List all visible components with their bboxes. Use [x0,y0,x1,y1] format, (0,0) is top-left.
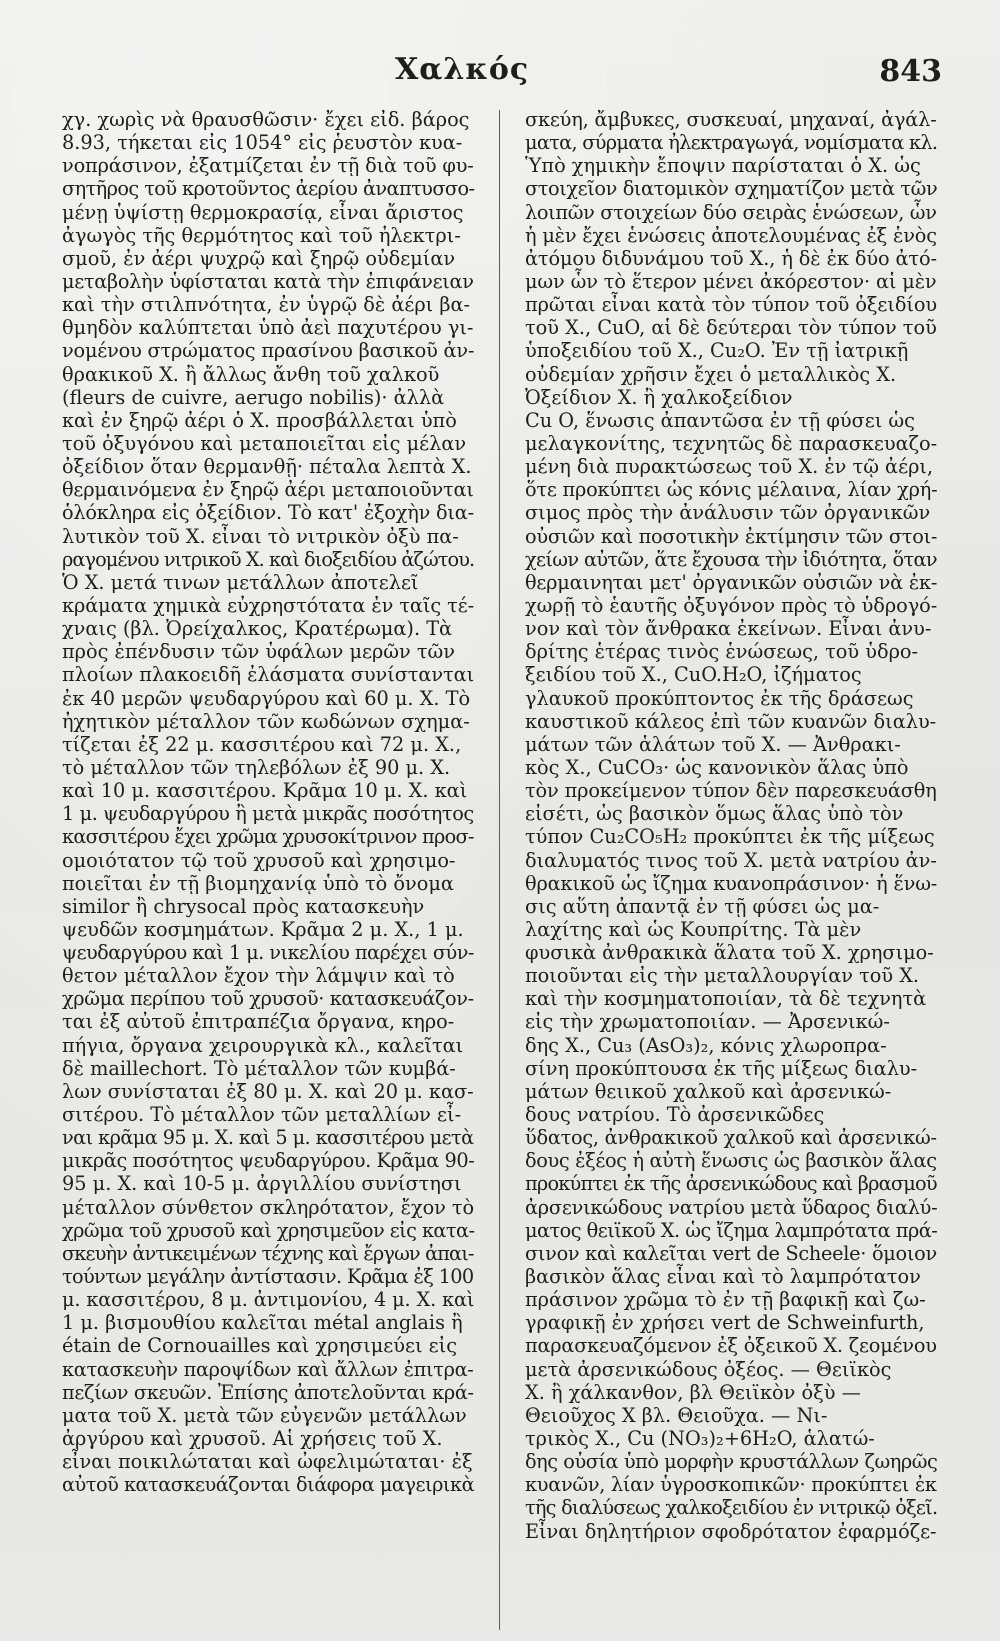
text-line: νομένου στρώματος πρασίνου βασικοῦ ἀν- [62,339,475,363]
text-line: ποιεῖται ἐν τῇ βιομηχανίᾳ ὑπὸ τὸ ὄνομα [62,871,454,895]
text-line: τύπον Cu₂CO₅H₂ προκύπτει ἐκ τῆς μίξεως [525,825,935,849]
text-line: μάτων τῶν ἁλάτων τοῦ Χ. — Ἀνθρακι- [525,732,901,756]
text-line: ἀρσενικώδους νατρίου μετὰ ὕδαρος διαλύ- [525,1195,938,1219]
text-line: 8.93, τήκεται εἰς 1054° εἰς ῥευστὸν κυα- [62,131,463,155]
text-line: χωρῇ τὸ ἑαυτῆς ὀξυγόνον πρὸς τὸ ὑδρογό- [525,593,938,617]
text-line: μων ὧν τὸ ἕτερον μένει ἀκόρεστον· αἱ μὲν [525,269,937,293]
text-line: λαχίτης καὶ ὡς Κουπρίτης. Τὰ μὲν [525,917,862,941]
text-line: similor ἢ chrysocal πρὸς κατασκευὴν [62,894,425,918]
text-line: (fleurs de cuivre, aerugo nobilis)· ἀλλὰ [62,385,445,409]
text-line: σητῆρος τοῦ κροτοῦντος ἀερίου ἀναπτυσσο- [62,177,475,201]
text-line: τρικὸς Χ., Cu (NO₃)₂+6H₂O, ἁλατώ- [525,1427,875,1451]
text-line: οὐσιῶν καὶ ποσοτικὴν ἐκτίμησιν τῶν στοι- [525,524,938,548]
text-line: δης Χ., Cu₃ (AsO₃)₂, κόνις χλωροπρα- [525,1033,887,1057]
text-line: πήγια, ὄργανα χειρουργικὰ κλ., καλεῖται [62,1033,464,1057]
text-line: Εἶναι δηλητήριον σφοδρότατον ἐφαρμόζε- [525,1519,937,1543]
text-line: ἡ μὲν ἔχει ἑνώσεις ἀποτελουμένας ἐξ ἑνὸς [525,223,937,247]
text-line: μέταλλον σύνθετον σκληρότατον, ἔχον τὸ [62,1195,475,1219]
text-line: πρὸς ἐπένδυσιν τῶν ὑφάλων μερῶν τῶν [62,640,455,664]
text-line: νον καὶ τὸν ἄνθρακα ἐκείνων. Εἶναι ἀνυ- [525,617,932,641]
text-line: γλαυκοῦ προκύπτοντος ἐκ τῆς δράσεως [525,686,914,710]
text-line: φυσικὰ ἀνθρακικὰ ἅλατα τοῦ Χ. χρησιμο- [525,941,934,965]
text-line: εἰς τὴν χρωματοποιίαν. — Ἀρσενικώ- [525,1010,890,1034]
text-line: δὲ maillechort. Τὸ μέταλλον τῶν κυμβά- [62,1056,456,1080]
text-line: πλοίων πλακοειδῆ ἐλάσματα συνίστανται [62,663,475,687]
text-line: θερμαινηται μετ' ὀργανικῶν οὐσιῶν νὰ ἐκ- [525,570,938,594]
text-line: δης οὐσία ὑπὸ μορφὴν κρυστάλλων ζωηρῶς [525,1450,938,1474]
text-line: étain de Cornouailles καὶ χρησιμεύει εἰς [62,1334,458,1358]
text-line: σις αὕτη ἀπαντᾷ ἐν τῇ φύσει ὡς μα- [525,894,880,918]
text-line: κὸς Χ., CuCO₃· ὡς κανονικὸν ἅλας ὑπὸ [525,755,909,779]
text-line: παρασκευαζόμενον ἐξ ὀξεικοῦ Χ. ζεομένου [525,1334,937,1358]
text-line: κατασκευὴν παροψίδων καὶ ἄλλων ἐπιτρα- [62,1357,474,1381]
column-divider [499,110,500,1630]
text-line: Ὀξείδιον Χ. ἢ χαλκοξείδιον [525,385,793,409]
text-line: κυανῶν, λίαν ὑγροσκοπικῶν· προκύπτει ἐκ [525,1473,937,1497]
text-line: ἐκ 40 μερῶν ψευδαργύρου καὶ 60 μ. Χ. Τὸ [62,686,471,710]
text-line: ποιοῦνται εἰς τὴν μεταλλουργίαν τοῦ Χ. [525,964,920,988]
text-line: οὐδεμίαν χρῆσιν ἔχει ὁ μεταλλικὸς Χ. [525,362,897,386]
text-line: δους ἐξέος ἡ αὐτὴ ἕνωσις ὡς βασικὸν ἅλας [525,1149,937,1173]
text-line: σμοῦ, ἐν ἀέρι ψυχρῷ καὶ ξηρῷ οὐδεμίαν [62,246,456,270]
text-line: τίζεται ἐξ 22 μ. κασσιτέρου καὶ 72 μ. Χ., [62,732,462,756]
text-line: βασικὸν ἅλας εἶναι καὶ τὸ λαμπρότατον [525,1265,921,1289]
text-line: σίνη προκύπτουσα ἐκ τῆς μίξεως διαλυ- [525,1056,918,1080]
text-line: ἀργύρου καὶ χρυσοῦ. Αἱ χρήσεις τοῦ Χ. [62,1427,443,1451]
text-line: ἀγωγὸς τῆς θερμότητος καὶ τοῦ ἠλεκτρι- [62,223,461,247]
text-line: θετον μέταλλον ἔχον τὴν λάμψιν καὶ τὸ [62,964,455,988]
text-line: ξειδίου τοῦ Χ., CuO.H₂O, ἰζήματος [525,663,862,687]
text-line: γραφικῇ ἐν χρήσει vert de Schweinfurth, [525,1311,925,1335]
text-line: Ὁ Χ. μετά τινων μετάλλων ἀποτελεῖ [62,570,419,594]
text-line: ψευδαργύρου καὶ 1 μ. νικελίου παρέχει σύν- [62,941,474,965]
text-line: κράματα χημικὰ εὐχρηστότατα ἐν ταῖς τέ- [62,593,475,617]
text-line: μάτων θειικοῦ χαλκοῦ καὶ ἀρσενικώ- [525,1079,892,1103]
text-line: ἀτόμου διδυνάμου τοῦ Χ., ἡ δὲ ἐκ δύο ἀτό- [525,246,937,270]
text-line: ματα, σύρματα ἠλεκτραγωγά, νομίσματα κλ. [525,131,938,155]
text-line: ματος θειϊκοῦ Χ. ὡς ἴζημα λαμπρότατα πρά- [525,1218,938,1242]
text-line: πράσινον χρῶμα τὸ ἐν τῇ βαφικῇ καὶ ζω- [525,1288,926,1312]
text-line: σιμος πρὸς τὴν ἀνάλυσιν τῶν ὀργανικῶν [525,501,931,525]
text-line: καυστικοῦ κάλεος ἐπὶ τῶν κυανῶν διαλυ- [525,709,937,733]
text-line: εἰσέτι, ὡς βασικὸν ὅμως ἅλας ὑπὸ τὸν [525,802,904,826]
text-line: ὕδατος, ἀνθρακικοῦ χαλκοῦ καὶ ἀρσενικώ- [525,1126,937,1150]
text-line: ὑποξειδίου τοῦ Χ., Cu₂O. Ἐν τῇ ἰατρικῇ [525,339,909,363]
text-line: θρακικοῦ ὡς ἴζημα κυανοπράσινον· ἡ ἕνω- [525,871,938,895]
text-line: Θειοῦχος Χ βλ. Θειοῦχα. — Νι- [525,1403,828,1427]
running-title: Χαλκός [395,52,530,87]
text-line: μ. κασσιτέρου, 8 μ. ἀντιμονίου, 4 μ. Χ. καὶ [62,1288,475,1312]
text-line: χναις (βλ. Ὀρείχαλκος, Κρατέρωμα). Τὰ [62,617,453,641]
text-line: μελαγκονίτης, τεχνητῶς δὲ παρασκευαζο- [525,431,938,455]
text-line: μετὰ ἀρσενικώδους ὀξέος. — Θειϊκὸς [525,1357,892,1381]
text-line: λων συνίσταται ἐξ 80 μ. Χ. καὶ 20 μ. κασ- [62,1079,474,1103]
text-line: καὶ 10 μ. κασσιτέρου. Κρᾶμα 10 μ. Χ. καὶ [62,779,468,803]
text-line: χρῶμα τοῦ χρυσοῦ καὶ χρησιμεῦον εἰς κατα- [62,1218,475,1242]
text-line: 1 μ. βισμουθίου καλεῖται métal anglais ἢ [62,1311,463,1335]
text-line: λυτικὸν τοῦ Χ. εἶναι τὸ νιτρικὸν ὀξὺ πα- [62,524,459,548]
text-line: θρακικοῦ Χ. ἢ ἄλλως ἄνθη τοῦ χαλκοῦ [62,362,440,386]
text-line: τὸν προκείμενον τύπον δὲν παρεσκευάσθη [525,779,937,803]
text-line: σκεύη, ἄμβυκες, συσκευαί, μηχαναί, ἀγάλ- [525,108,937,131]
text-line: Χ. ἢ χάλκανθον, βλ Θειϊκὸν ὀξὺ — [525,1380,861,1404]
text-line: ται ἐξ αὐτοῦ ἐπιτραπέζια ὄργανα, κηρο- [62,1010,455,1034]
text-line: θμηδὸν καλύπτεται ὑπὸ ἀεὶ παχυτέρου γι- [62,316,474,340]
text-line: τῆς διαλύσεως χαλκοξειδίου ἐν νιτρικῷ ὀξεῖ. [525,1496,938,1520]
text-line: μικρᾶς ποσότητος ψευδαργύρου. Κρᾶμα 90- [62,1149,475,1173]
text-line: 95 μ. Χ. καὶ 10-5 μ. ἀργιλλίου συνίστησι [62,1172,462,1196]
text-line: Cu O, ἕνωσις ἀπαντῶσα ἐν τῇ φύσει ὡς [525,408,915,432]
text-line: θερμαινόμενα ἐν ξηρῷ ἀέρι μεταποιοῦνται [62,478,474,502]
text-line: τοῦ Χ., CuO, αἱ δὲ δεύτεραι τὸν τύπον τοῦ [525,316,937,340]
text-line: Ὑπὸ χημικὴν ἔποψιν παρίσταται ὁ Χ. ὡς [525,154,921,178]
text-line: χρῶμα περίπου τοῦ χρυσοῦ· κατασκευάζον- [62,987,474,1011]
page-header [0,0,1000,105]
text-line: ναι κρᾶμα 95 μ. Χ. καὶ 5 μ. κασσιτέρου μετὰ [62,1126,474,1150]
left-column [62,108,474,1496]
text-line: καὶ τὴν στιλπνότητα, ἐν ὑγρῷ δὲ ἀέρι βα- [62,293,471,317]
text-line: τούντων μεγάλην ἀντίστασιν. Κρᾶμα ἐξ 100 [62,1265,474,1289]
text-line: μεταβολὴν ὑφίσταται κατὰ τὴν ἐπιφάνειαν [62,269,474,293]
text-line: στοιχεῖον διατομικὸν σχηματίζον μετὰ τῶν [525,177,938,201]
text-line: νοπράσινον, ἐξατμίζεται ἐν τῇ διὰ τοῦ φυ- [62,154,474,178]
text-line: αὐτοῦ κατασκευάζονται διάφορα μαγειρικὰ [62,1473,475,1497]
text-line: ὀξείδιον ὅταν θερμανθῇ· πέταλα λεπτὰ Χ. [62,455,472,479]
text-line: ματα τοῦ Χ. μετὰ τῶν εὐγενῶν μετάλλων [62,1403,467,1427]
text-line: λοιπῶν στοιχείων δύο σειρὰς ἑνώσεων, ὧν [525,200,937,224]
text-line: χείων αὐτῶν, ἅτε ἔχουσα τὴν ἰδιότητα, ὅταν [525,547,937,571]
text-line: μένη διὰ πυρακτώσεως τοῦ Χ. ἐν τῷ ἀέρι, [525,455,934,479]
text-line: ψευδῶν κοσμημάτων. Κρᾶμα 2 μ. Χ., 1 μ. [62,917,464,941]
text-line: τὸ μέταλλον τῶν τηλεβόλων ἐξ 90 μ. Χ. [62,755,451,779]
text-line: πρῶται εἶναι κατὰ τὸν τύπον τοῦ ὀξειδίου [525,293,938,317]
text-line: προκύπτει ἐκ τῆς ἀρσενικώδους καὶ βρασμοῦ [525,1172,937,1196]
text-line: πεζίων σκευῶν. Ἐπίσης ἀποτελοῦνται κρά- [62,1380,474,1404]
text-line: καὶ τὴν κοσμηματοποιίαν, τὰ δὲ τεχνητὰ [525,987,927,1011]
text-line: δρίτης ἑτέρας τινὸς ἑνώσεως, τοῦ ὑδρο- [525,640,919,664]
text-line: σκευὴν ἀντικειμένων τέχνης καὶ ἔργων ἀπαι- [62,1241,474,1265]
text-line: διαλυματός τινος τοῦ Χ. μετὰ νατρίου ἀν- [525,848,937,872]
text-line: καὶ ἐν ξηρῷ ἀέρι ὁ Χ. προσβάλλεται ὑπὸ [62,408,457,432]
text-line: κασσιτέρου ἔχει χρῶμα χρυσοκίτρινον προσ- [62,825,474,849]
text-line: ὅτε προκύπτει ὡς κόνις μέλαινα, λίαν χρή- [525,478,938,502]
text-line: σιτέρου. Τὸ μέταλλον τῶν μεταλλίων εἶ- [62,1103,462,1127]
text-line: τοῦ ὀξυγόνου καὶ μεταποιεῖται εἰς μέλαν [62,431,467,455]
text-line: εἶναι ποικιλώταται καὶ ὠφελιμώταται· ἐξ [62,1450,473,1474]
text-line: δους νατρίου. Τὸ ἀρσενικῶδες [525,1103,825,1127]
text-line: μένῃ ὑψίστῃ θερμοκρασίᾳ, εἶναι ἄριστος [62,200,464,224]
text-line: σινον καὶ καλεῖται vert de Scheele· ὅμοιον [525,1241,937,1265]
text-line: ὁλόκληρα εἰς ὀξείδιον. Τὸ κατ' ἐξοχὴν δια- [62,501,474,525]
text-line: χγ. χωρὶς νὰ θραυσθῶσιν· ἔχει εἰδ. βάρος [62,108,470,131]
text-line: ομοιότατον τῷ τοῦ χρυσοῦ καὶ χρησιμο- [62,848,456,872]
text-line: ραγομένου νιτρικοῦ Χ. καὶ διοξειδίου ἀζώτου. [62,547,475,571]
text-line: 1 μ. ψευδαργύρου ἢ μετὰ μικρᾶς ποσότητος [62,802,474,826]
text-line: ἠχητικὸν μέταλλον τῶν κωδώνων σχημα- [62,709,470,733]
right-column [525,108,937,1543]
page-number: 843 [879,54,942,89]
